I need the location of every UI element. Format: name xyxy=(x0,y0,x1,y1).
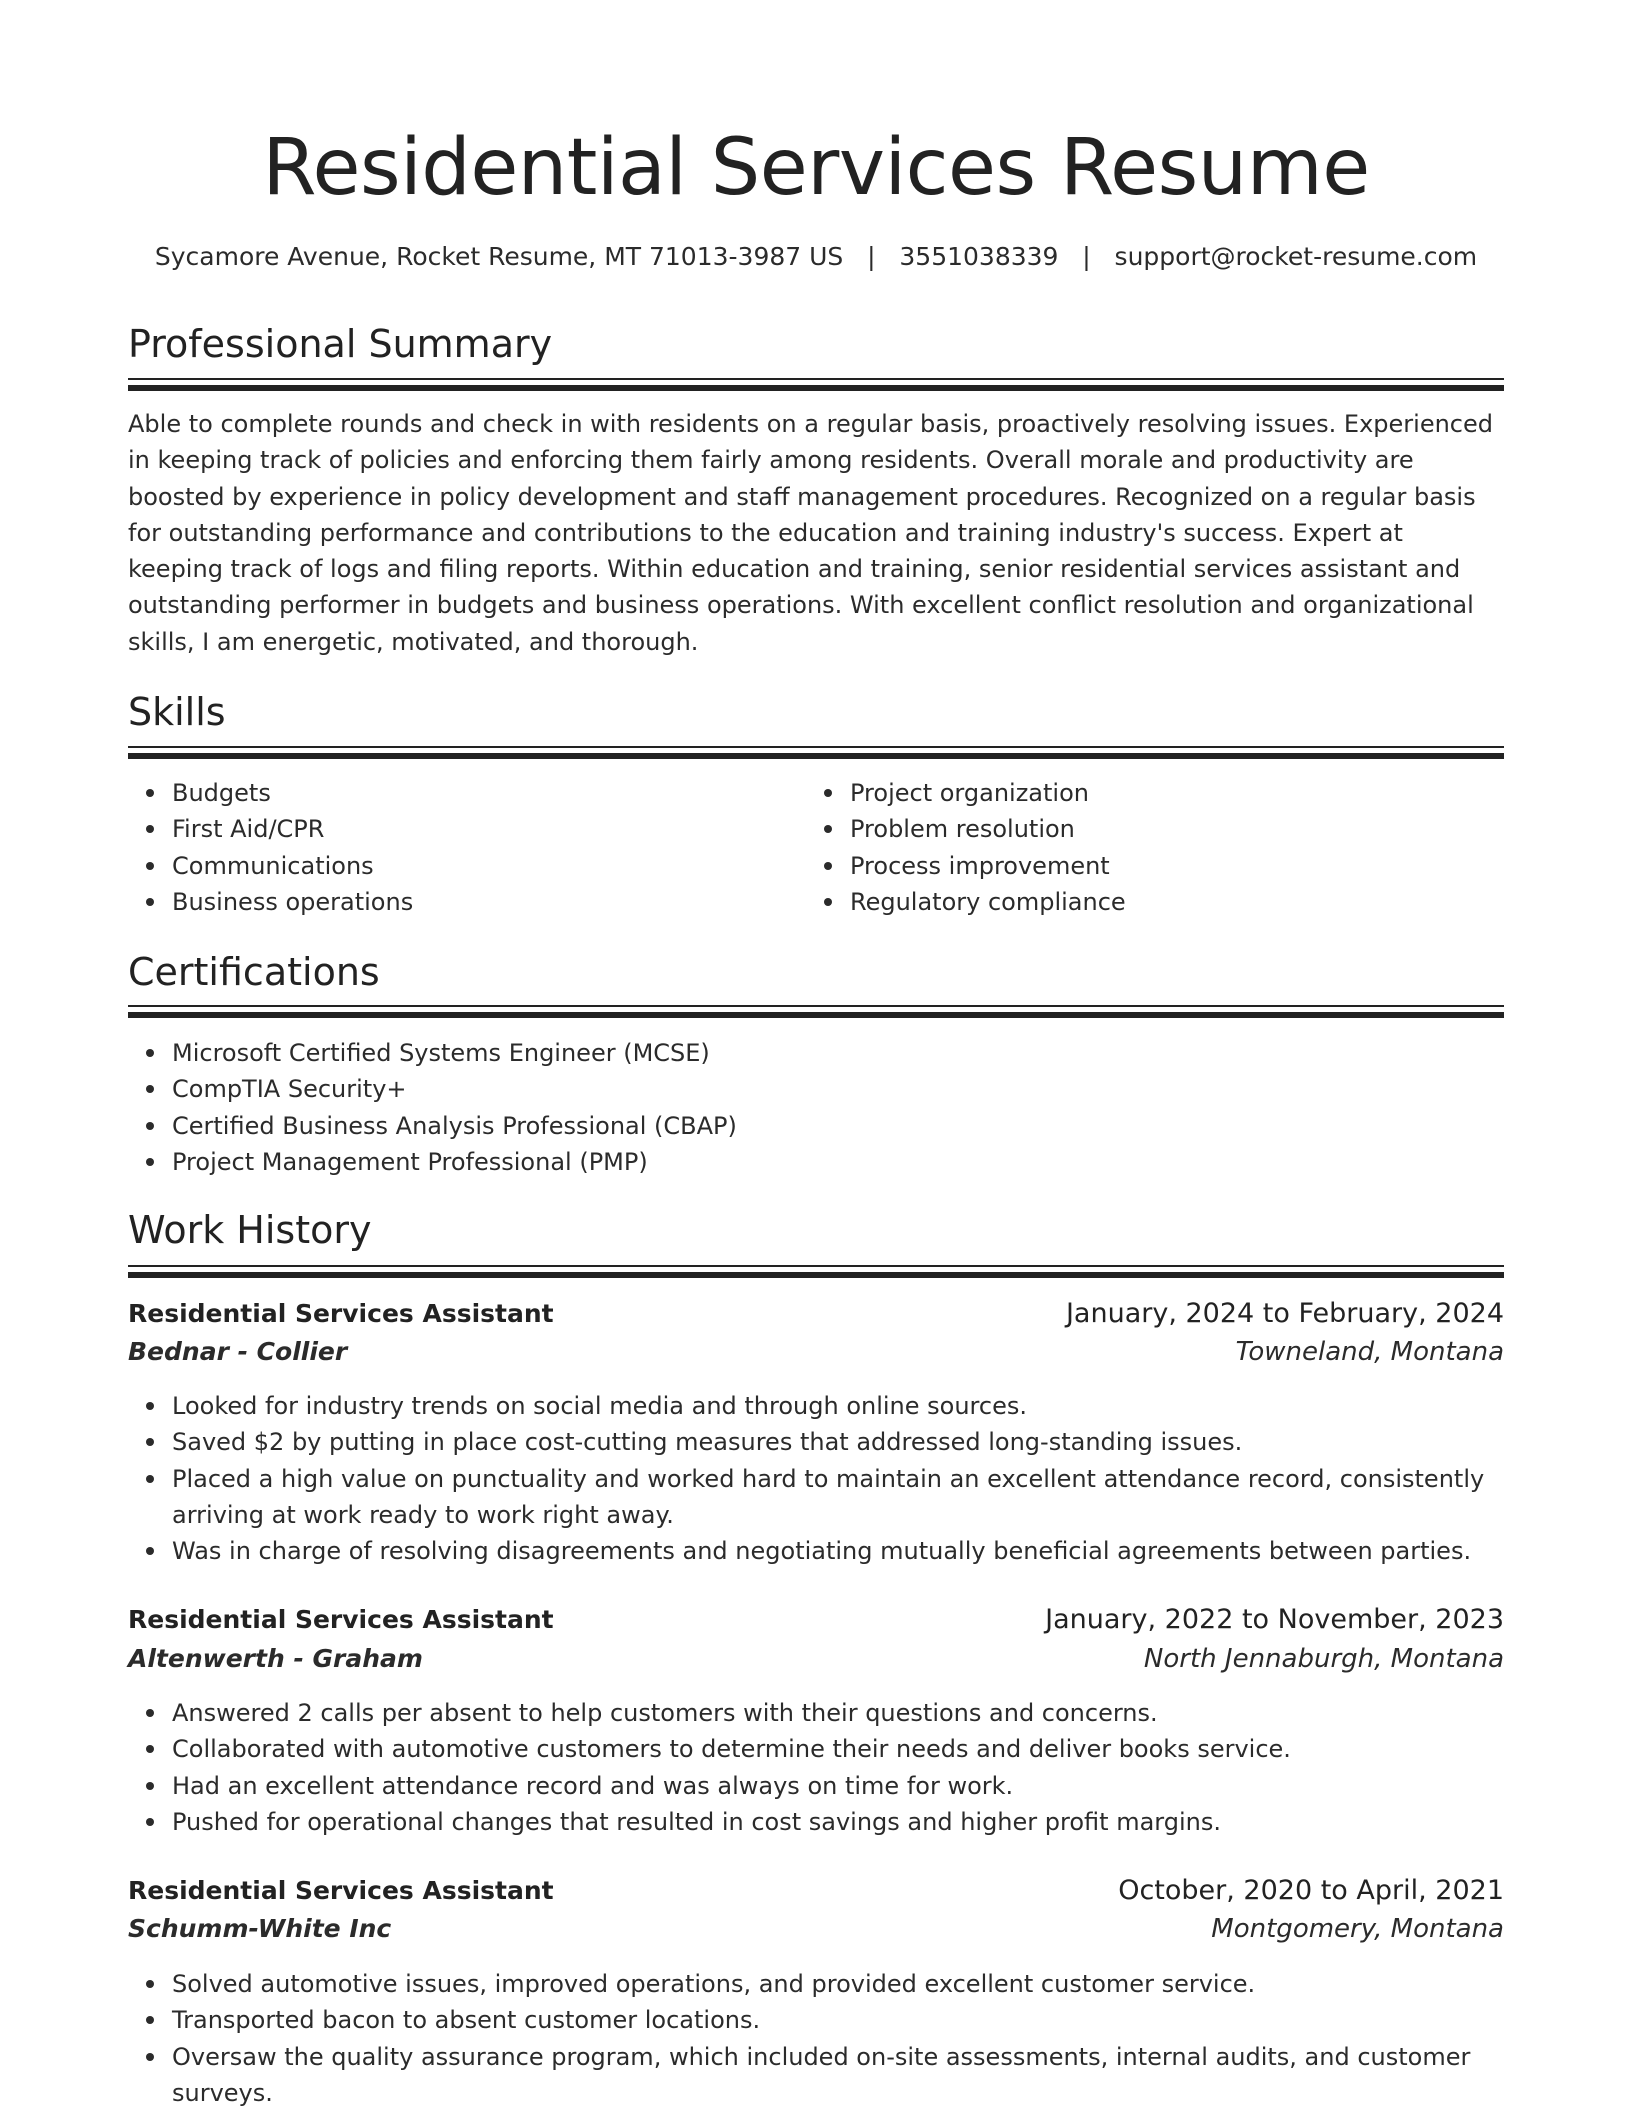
job-subheader xyxy=(128,1333,1504,1371)
skill-item: Communications xyxy=(172,848,772,884)
skills-list-right xyxy=(806,775,1490,920)
resume-title: Residential Services Resume xyxy=(262,123,1370,213)
job-dates: October, 2020 to April, 2021 xyxy=(1118,1875,1504,1906)
job-subheader xyxy=(128,1910,1504,1948)
certification-item: Project Management Professional (PMP) xyxy=(172,1144,1472,1180)
section-divider xyxy=(128,1005,1504,1019)
job-bullet: Placed a high value on punctuality and worked hard to maintain an excellent attendance record, consistently arriving at work ready to work right away. xyxy=(172,1461,1504,1534)
job-company: Bednar - Collier xyxy=(128,1337,348,1366)
skill-item: First Aid/CPR xyxy=(172,811,772,847)
job-title: Residential Services Assistant xyxy=(128,1299,554,1328)
job-bullet: Answered 2 calls per absent to help customers with their questions and concerns. xyxy=(172,1695,1504,1731)
job-header xyxy=(128,1872,1504,1910)
section-heading-certifications: Certifications xyxy=(128,950,380,994)
skill-item: Problem resolution xyxy=(850,811,1490,847)
job-header xyxy=(128,1601,1504,1639)
job-bullet: Collaborated with automotive customers to determine their needs and deliver books service. xyxy=(172,1731,1504,1767)
job-company: Schumm-White Inc xyxy=(128,1914,392,1943)
skills-list-left xyxy=(128,775,772,920)
job-subheader xyxy=(128,1640,1504,1678)
section-divider xyxy=(128,378,1504,392)
job-header xyxy=(128,1295,1504,1333)
job-bullets xyxy=(128,1388,1504,1569)
skill-item: Regulatory compliance xyxy=(850,884,1490,920)
job-bullet: Looked for industry trends on social media and through online sources. xyxy=(172,1388,1504,1424)
skill-item: Project organization xyxy=(850,775,1490,811)
job-company: Altenwerth - Graham xyxy=(128,1644,423,1673)
job-dates: January, 2022 to November, 2023 xyxy=(1045,1604,1504,1635)
job-bullet: Transported bacon to absent customer locations. xyxy=(172,2002,1504,2038)
job-bullet: Saved $2 by putting in place cost-cutting measures that addressed long-standing issues. xyxy=(172,1424,1504,1460)
skill-item: Process improvement xyxy=(850,848,1490,884)
job-bullet: Had an excellent attendance record and was always on time for work. xyxy=(172,1768,1504,1804)
job-bullets xyxy=(128,1695,1504,1840)
job-dates: January, 2024 to February, 2024 xyxy=(1065,1298,1504,1329)
section-divider xyxy=(128,746,1504,760)
job-title: Residential Services Assistant xyxy=(128,1876,554,1905)
job-bullet: Oversaw the quality assurance program, which included on-site assessments, internal audits, and customer surveys. xyxy=(172,2039,1504,2112)
job-title: Residential Services Assistant xyxy=(128,1605,554,1634)
summary-text: Able to complete rounds and check in with residents on a regular basis, proactively resolving issues. Experienced in keeping track of policies and enforcing them fairly among residents. Overall morale and productivity are boosted by experience in policy development and staff management procedures. Recognized on a regular basis for outstanding performance and contributions to the education and training industry's success. Expert at keeping track of logs and filing reports. Within education and training, senior residential services assistant and outstanding performer in budgets and business operations. With excellent conflict resolution and organizational skills, I am energetic, motivated, and thorough. xyxy=(128,410,1493,656)
job-bullet: Was in charge of resolving disagreements and negotiating mutually beneficial agreements between parties. xyxy=(172,1533,1504,1569)
contact-line: Sycamore Avenue, Rocket Resume, MT 71013-3987 US | 3551038339 | support@rocket-resume.com xyxy=(154,242,1478,271)
job-location: North Jennaburgh, Montana xyxy=(1143,1644,1504,1674)
certification-item: Microsoft Certified Systems Engineer (MCSE) xyxy=(172,1035,1472,1071)
skill-item: Business operations xyxy=(172,884,772,920)
job-bullet: Solved automotive issues, improved operations, and provided excellent customer service. xyxy=(172,1966,1504,2002)
section-heading-skills: Skills xyxy=(128,690,226,734)
section-heading-summary: Professional Summary xyxy=(128,322,553,366)
section-heading-work-history: Work History xyxy=(128,1208,372,1252)
job-bullets xyxy=(128,1966,1504,2111)
certification-item: Certified Business Analysis Professional (CBAP) xyxy=(172,1108,1472,1144)
job-location: Montgomery, Montana xyxy=(1211,1914,1504,1944)
section-divider xyxy=(128,1265,1504,1279)
certifications-list xyxy=(128,1035,1472,1180)
skill-item: Budgets xyxy=(172,775,772,811)
job-location: Towneland, Montana xyxy=(1235,1337,1504,1367)
job-bullet: Pushed for operational changes that resulted in cost savings and higher profit margins. xyxy=(172,1804,1504,1840)
certification-item: CompTIA Security+ xyxy=(172,1071,1472,1107)
